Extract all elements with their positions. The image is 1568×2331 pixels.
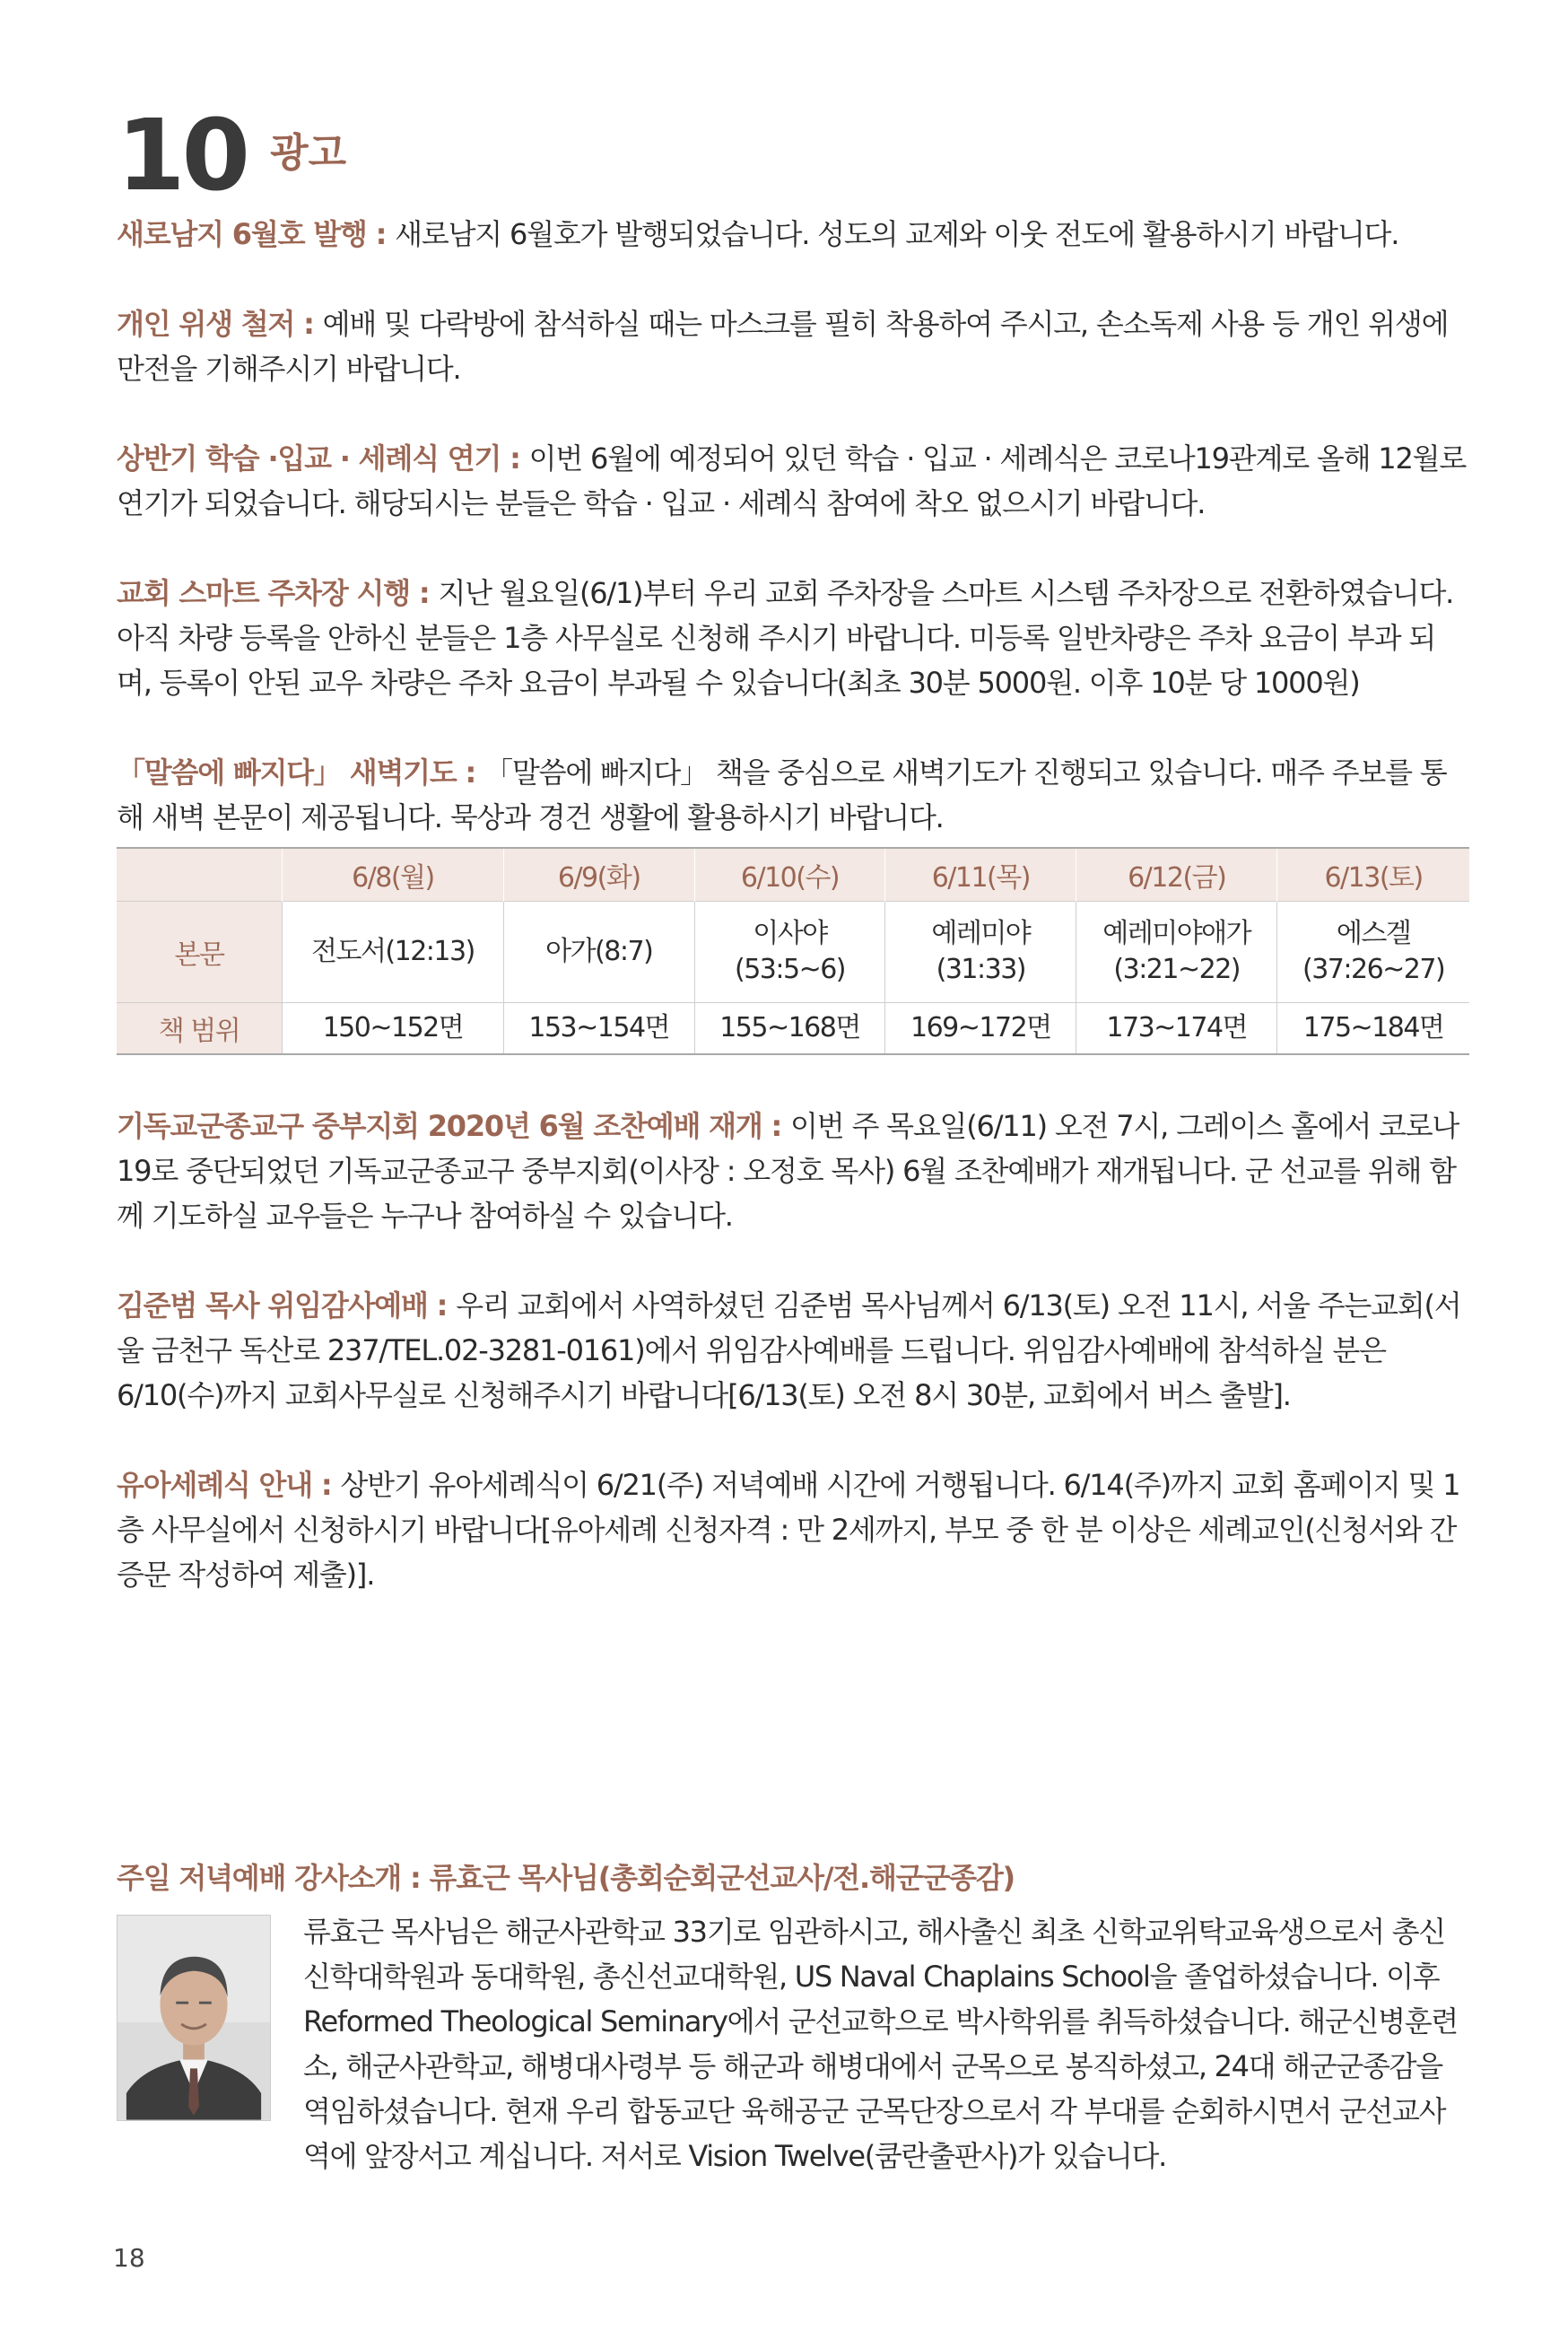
table-header-cell: 6/9(화) <box>503 848 694 902</box>
speaker-bio: 류효근 목사님은 해군사관학교 33기로 임관하시고, 해사출신 최초 신학교위탁교육생으로서 총신신학대학원과 동대학원, 총신선교대학원, US Naval Chaplains School을 졸업하셨습니다. 이후 Reformed Theological Seminary에서 군선교학으로 박사학위를 취득하셨습니다. 해군신병훈련소, 해군사관학교, 해병대사령부 등 해군과 해병대에서 군목으로 봉직하셨고, 24대 해군군종감을 역임하셨습니다. 현재 우리 합동교단 육해공군 군목단장으로서 각 부대를 순회하시면서 군선교사역에 앞장서고 계십니다. 저서로 Vision Twelve(쿰란출판사)가 있습니다. <box>303 1915 1458 2173</box>
table-cell: 예레미야 (31:33) <box>885 902 1076 1003</box>
notice-breakfast-service: 기독교군종교구 중부지회 2020년 6월 조찬예배 재개 : 이번 주 목요일(6/11) 오전 7시, 그레이스 홀에서 코로나19로 중단되었던 기독교군종교구 중부지회(이사장 : 오정호 목사) 6월 조찬예배가 재개됩니다. 군 선교를 위해 함께 기도하실 교우들은 누구나 참여하실 수 있습니다. <box>117 1109 1459 1233</box>
table-header-row <box>117 848 1469 902</box>
table-cell: 153~154면 <box>503 1003 694 1055</box>
speaker-title: 주일 저녁예배 강사소개 : 류효근 목사님(총회순회군선교사/전.해군군종감) <box>117 1861 1015 1895</box>
notice-label: 교회 스마트 주차장 시행 <box>117 576 410 610</box>
notice-text: 이번 주 목요일(6/11) 오전 7시, 그레이스 홀에서 코로나19로 중단되었던 기독교군종교구 중부지회(이사장 : 오정호 목사) 6월 조찬예배가 재개됩니다. 군 선교를 위해 함께 기도하실 교우들은 누구나 참여하실 수 있습니다. <box>117 1109 1459 1233</box>
table-cell: 169~172면 <box>885 1003 1076 1055</box>
section-title: 광고 <box>270 130 347 176</box>
table-cell: 전도서(12:13) <box>283 902 504 1003</box>
row-label: 본문 <box>117 902 283 1003</box>
table-cell: 150~152면 <box>283 1003 504 1055</box>
speaker-intro <box>117 1855 1469 2178</box>
table-cell: 이사야 (53:5~6) <box>694 902 885 1003</box>
table-cell: 175~184면 <box>1277 1003 1469 1055</box>
notice-text: 지난 월요일(6/1)부터 우리 교회 주차장을 스마트 시스템 주차장으로 전환하였습니다. 아직 차량 등록을 안하신 분들은 1층 사무실로 신청해 주시기 바랍니다. 미등록 일반차량은 주차 요금이 부과 되며, 등록이 안된 교우 차량은 주차 요금이 부과될 수 있습니다(최초 30분 5000원. 이후 10분 당 1000원) <box>117 576 1454 700</box>
notice-text: 예배 및 다락방에 참석하실 때는 마스크를 필히 착용하여 주시고, 손소독제 사용 등 개인 위생에 만전을 기해주시기 바랍니다. <box>117 307 1449 386</box>
notice-label: 상반기 학습 ·입교 · 세례식 연기 <box>117 441 501 476</box>
notice-label: 유아세례식 안내 <box>117 1468 312 1502</box>
notice-smart-parking: 교회 스마트 주차장 시행 : 지난 월요일(6/1)부터 우리 교회 주차장을 스마트 시스템 주차장으로 전환하였습니다. 아직 차량 등록을 안하신 분들은 1층 사무실로 신청해 주시기 바랍니다. 미등록 일반차량은 주차 요금이 부과 되며, 등록이 안된 교우 차량은 주차 요금이 부과될 수 있습니다(최초 30분 5000원. 이후 10분 당 1000원) <box>117 576 1454 700</box>
notice-label: 「말씀에 빠지다」 새벽기도 <box>117 755 457 790</box>
table-cell: 173~174면 <box>1076 1003 1277 1055</box>
notice-baptism-postponed: 상반기 학습 ·입교 · 세례식 연기 : 이번 6월에 예정되어 있던 학습 · 입교 · 세례식은 코로나19관계로 올해 12월로 연기가 되었습니다. 해당되시는 분들은 학습 · 입교 · 세례식 참여에 착오 없으시기 바랍니다. <box>117 441 1467 520</box>
table-header-cell: 6/13(토) <box>1277 848 1469 902</box>
table-cell: 예레미야애가 (3:21~22) <box>1076 902 1277 1003</box>
section-header <box>117 98 347 213</box>
notice-installation-service: 김준범 목사 위임감사예배 : 우리 교회에서 사역하셨던 김준범 목사님께서 6/13(토) 오전 11시, 서울 주는교회(서울 금천구 독산로 237/TEL.02-3281-0161)에서 위임감사예배를 드립니다. 위임감사예배에 참석하실 분은 6/10(수)까지 교회사무실로 신청해주시기 바랍니다[6/13(토) 오전 8시 30분, 교회에서 버스 출발]. <box>117 1288 1461 1412</box>
section-number: 10 <box>117 98 248 213</box>
table-header-cell: 6/10(수) <box>694 848 885 902</box>
table-cell: 아가(8:7) <box>503 902 694 1003</box>
notice-infant-baptism: 유아세례식 안내 : 상반기 유아세례식이 6/21(주) 저녁예배 시간에 거행됩니다. 6/14(주)까지 교회 홈페이지 및 1층 사무실에서 신청하시기 바랍니다[유아세례 신청자격 : 만 2세까지, 부모 중 한 분 이상은 세례교인(신청서와 간증문 작성하여 제출)]. <box>117 1468 1460 1592</box>
notice-label: 기독교군종교구 중부지회 2020년 6월 조찬예배 재개 <box>117 1109 762 1143</box>
row-label: 책 범위 <box>117 1003 283 1055</box>
table-header-cell: 6/11(목) <box>885 848 1076 902</box>
notice-text: 상반기 유아세례식이 6/21(주) 저녁예배 시간에 거행됩니다. 6/14(주)까지 교회 홈페이지 및 1층 사무실에서 신청하시기 바랍니다[유아세례 신청자격 : 만 2세까지, 부모 중 한 분 이상은 세례교인(신청서와 간증문 작성하여 제출)]. <box>117 1468 1460 1592</box>
notice-list <box>117 212 1469 1642</box>
table-cell: 155~168면 <box>694 1003 885 1055</box>
table-header-cell: 6/12(금) <box>1076 848 1277 902</box>
notice-label: 개인 위생 철저 <box>117 307 295 341</box>
notice-hygiene: 개인 위생 철저 : 예배 및 다락방에 참석하실 때는 마스크를 필히 착용하여 주시고, 손소독제 사용 등 개인 위생에 만전을 기해주시기 바랍니다. <box>117 307 1449 386</box>
speaker-photo <box>117 1915 271 2121</box>
page-number: 18 <box>113 2243 145 2273</box>
table-header-cell <box>117 848 283 902</box>
notice-text: 우리 교회에서 사역하셨던 김준범 목사님께서 6/13(토) 오전 11시, 서울 주는교회(서울 금천구 독산로 237/TEL.02-3281-0161)에서 위임감사예배를 드립니다. 위임감사예배에 참석하실 분은 6/10(수)까지 교회사무실로 신청해주시기 바랍니다[6/13(토) 오전 8시 30분, 교회에서 버스 출발]. <box>117 1288 1461 1412</box>
table-row <box>117 902 1469 1003</box>
person-portrait-icon <box>118 1916 270 2120</box>
notice-text: 「말씀에 빠지다」 책을 중심으로 새벽기도가 진행되고 있습니다. 매주 주보를 통해 새벽 본문이 제공됩니다. 묵상과 경건 생활에 활용하시기 바랍니다. <box>117 755 1447 834</box>
notice-text: 새로남지 6월호가 발행되었습니다. 성도의 교제와 이웃 전도에 활용하시기 바랍니다. <box>395 217 1399 251</box>
table-header-cell: 6/8(월) <box>283 848 504 902</box>
notice-dawn-prayer: 「말씀에 빠지다」 새벽기도 : 「말씀에 빠지다」 책을 중심으로 새벽기도가 진행되고 있습니다. 매주 주보를 통해 새벽 본문이 제공됩니다. 묵상과 경건 생활에 활용하시기 바랍니다. <box>117 755 1447 834</box>
notice-newsletter: 새로남지 6월호 발행 : 새로남지 6월호가 발행되었습니다. 성도의 교제와 이웃 전도에 활용하시기 바랍니다. <box>117 217 1399 251</box>
notice-text: 이번 6월에 예정되어 있던 학습 · 입교 · 세례식은 코로나19관계로 올해 12월로 연기가 되었습니다. 해당되시는 분들은 학습 · 입교 · 세례식 참여에 착오 없으시기 바랍니다. <box>117 441 1467 520</box>
table-cell: 에스겔 (37:26~27) <box>1277 902 1469 1003</box>
notice-label: 새로남지 6월호 발행 <box>117 217 367 251</box>
dawn-prayer-schedule-table <box>117 847 1469 1055</box>
table-row <box>117 1003 1469 1055</box>
notice-label: 김준범 목사 위임감사예배 <box>117 1288 428 1323</box>
